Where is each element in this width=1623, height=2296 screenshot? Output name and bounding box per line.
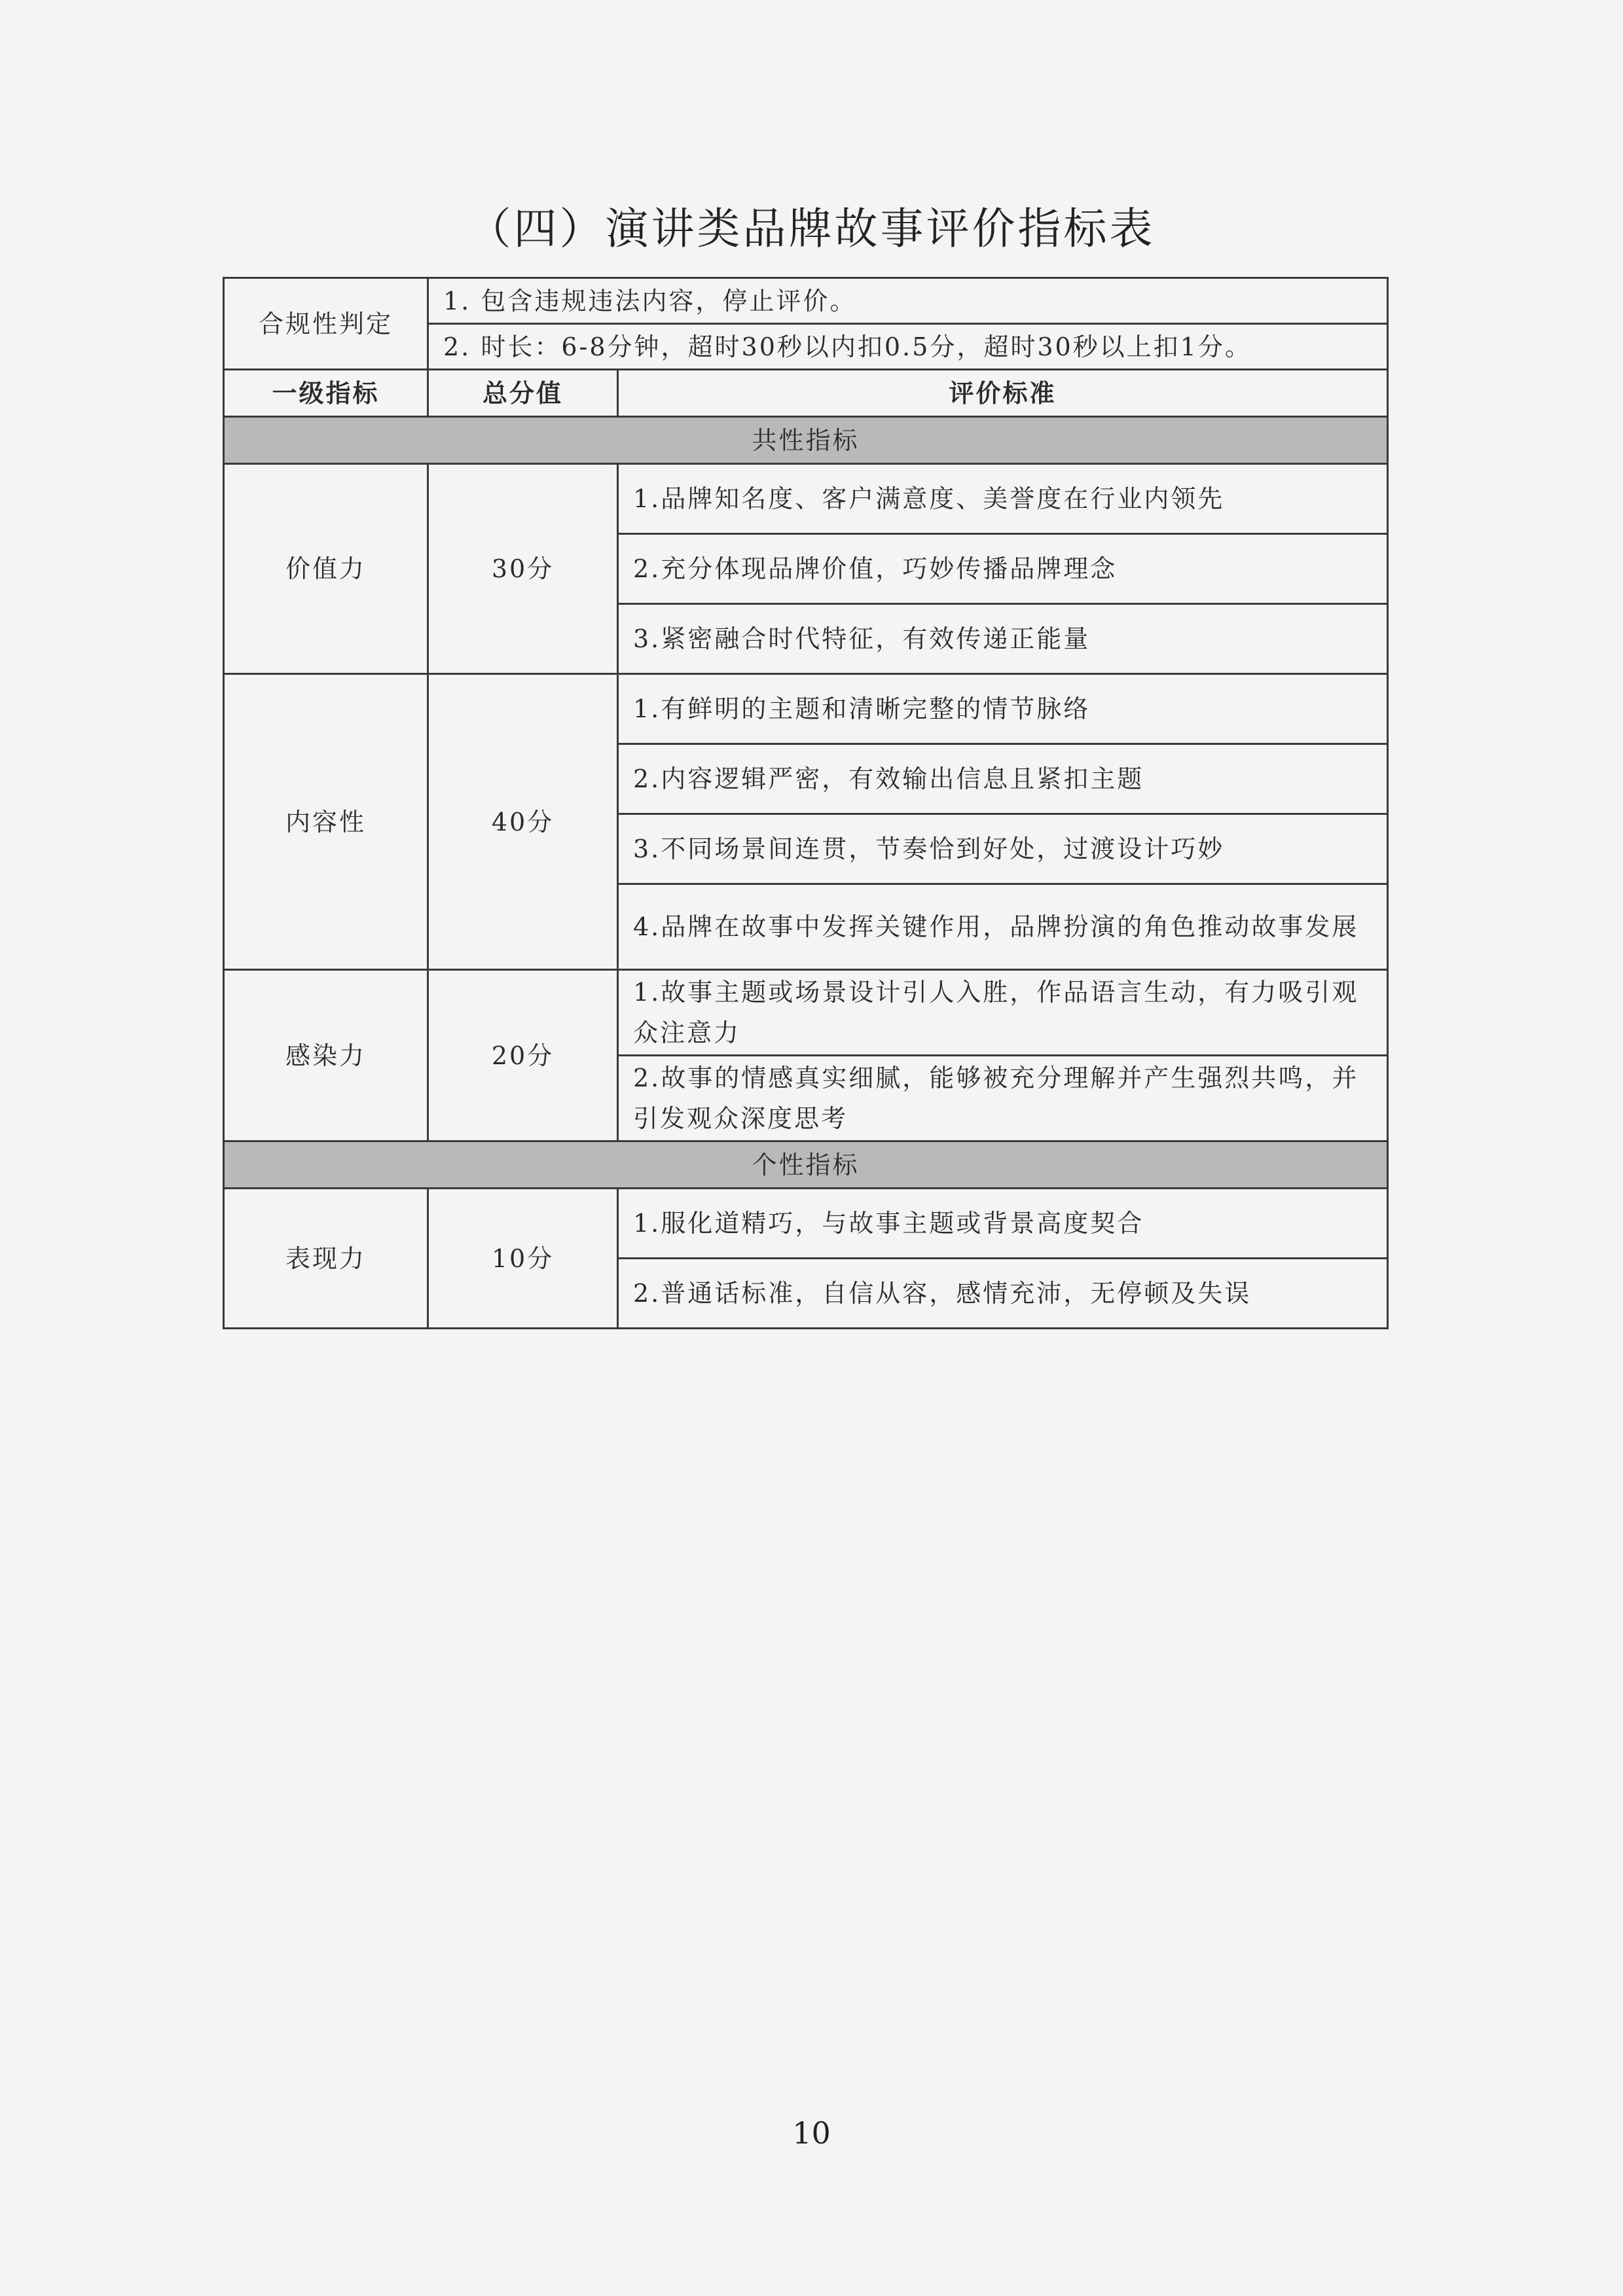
criterion-cell: 1.服化道精巧，与故事主题或背景高度契合	[618, 1189, 1388, 1259]
section-title-common: 共性指标	[224, 417, 1388, 464]
indicator-score: 30分	[428, 464, 618, 674]
criterion-cell: 4.品牌在故事中发挥关键作用，品牌扮演的角色推动故事发展	[618, 884, 1388, 970]
page-number: 10	[792, 2115, 831, 2151]
indicator-score: 20分	[428, 970, 618, 1141]
table-row	[224, 970, 1388, 1056]
criterion-cell: 2.充分体现品牌价值，巧妙传播品牌理念	[618, 534, 1388, 604]
table-row	[224, 674, 1388, 744]
evaluation-table	[223, 277, 1389, 1329]
indicator-name: 内容性	[224, 674, 428, 970]
criterion-cell: 2.内容逻辑严密，有效输出信息且紧扣主题	[618, 744, 1388, 814]
compliance-item: 1. 包含违规违法内容，停止评价。	[428, 278, 1388, 324]
section-title-individual: 个性指标	[224, 1141, 1388, 1189]
indicator-name: 表现力	[224, 1189, 428, 1329]
table-row	[224, 1189, 1388, 1259]
criterion-cell: 2.故事的情感真实细腻，能够被充分理解并产生强烈共鸣，并引发观众深度思考	[618, 1056, 1388, 1141]
table-header-row	[224, 370, 1388, 417]
section-row	[224, 417, 1388, 464]
criterion-cell: 1.故事主题或场景设计引人入胜，作品语言生动，有力吸引观众注意力	[618, 970, 1388, 1056]
criterion-cell: 1.品牌知名度、客户满意度、美誉度在行业内领先	[618, 464, 1388, 534]
header-level1: 一级指标	[224, 370, 428, 417]
indicator-name: 感染力	[224, 970, 428, 1141]
indicator-name: 价值力	[224, 464, 428, 674]
compliance-row	[224, 278, 1388, 324]
page-title: （四）演讲类品牌故事评价指标表	[467, 204, 1156, 254]
criterion-cell: 2.普通话标准，自信从容，感情充沛，无停顿及失误	[618, 1259, 1388, 1329]
indicator-score: 10分	[428, 1189, 618, 1329]
indicator-score: 40分	[428, 674, 618, 970]
section-row	[224, 1141, 1388, 1189]
criterion-cell: 3.不同场景间连贯，节奏恰到好处，过渡设计巧妙	[618, 814, 1388, 884]
header-criteria: 评价标准	[618, 370, 1388, 417]
compliance-item: 2. 时长：6-8分钟，超时30秒以内扣0.5分，超时30秒以上扣1分。	[428, 324, 1388, 370]
criterion-cell: 3.紧密融合时代特征，有效传递正能量	[618, 604, 1388, 674]
criterion-cell: 1.有鲜明的主题和清晰完整的情节脉络	[618, 674, 1388, 744]
header-score: 总分值	[428, 370, 618, 417]
compliance-label: 合规性判定	[224, 278, 428, 370]
table-row	[224, 464, 1388, 534]
